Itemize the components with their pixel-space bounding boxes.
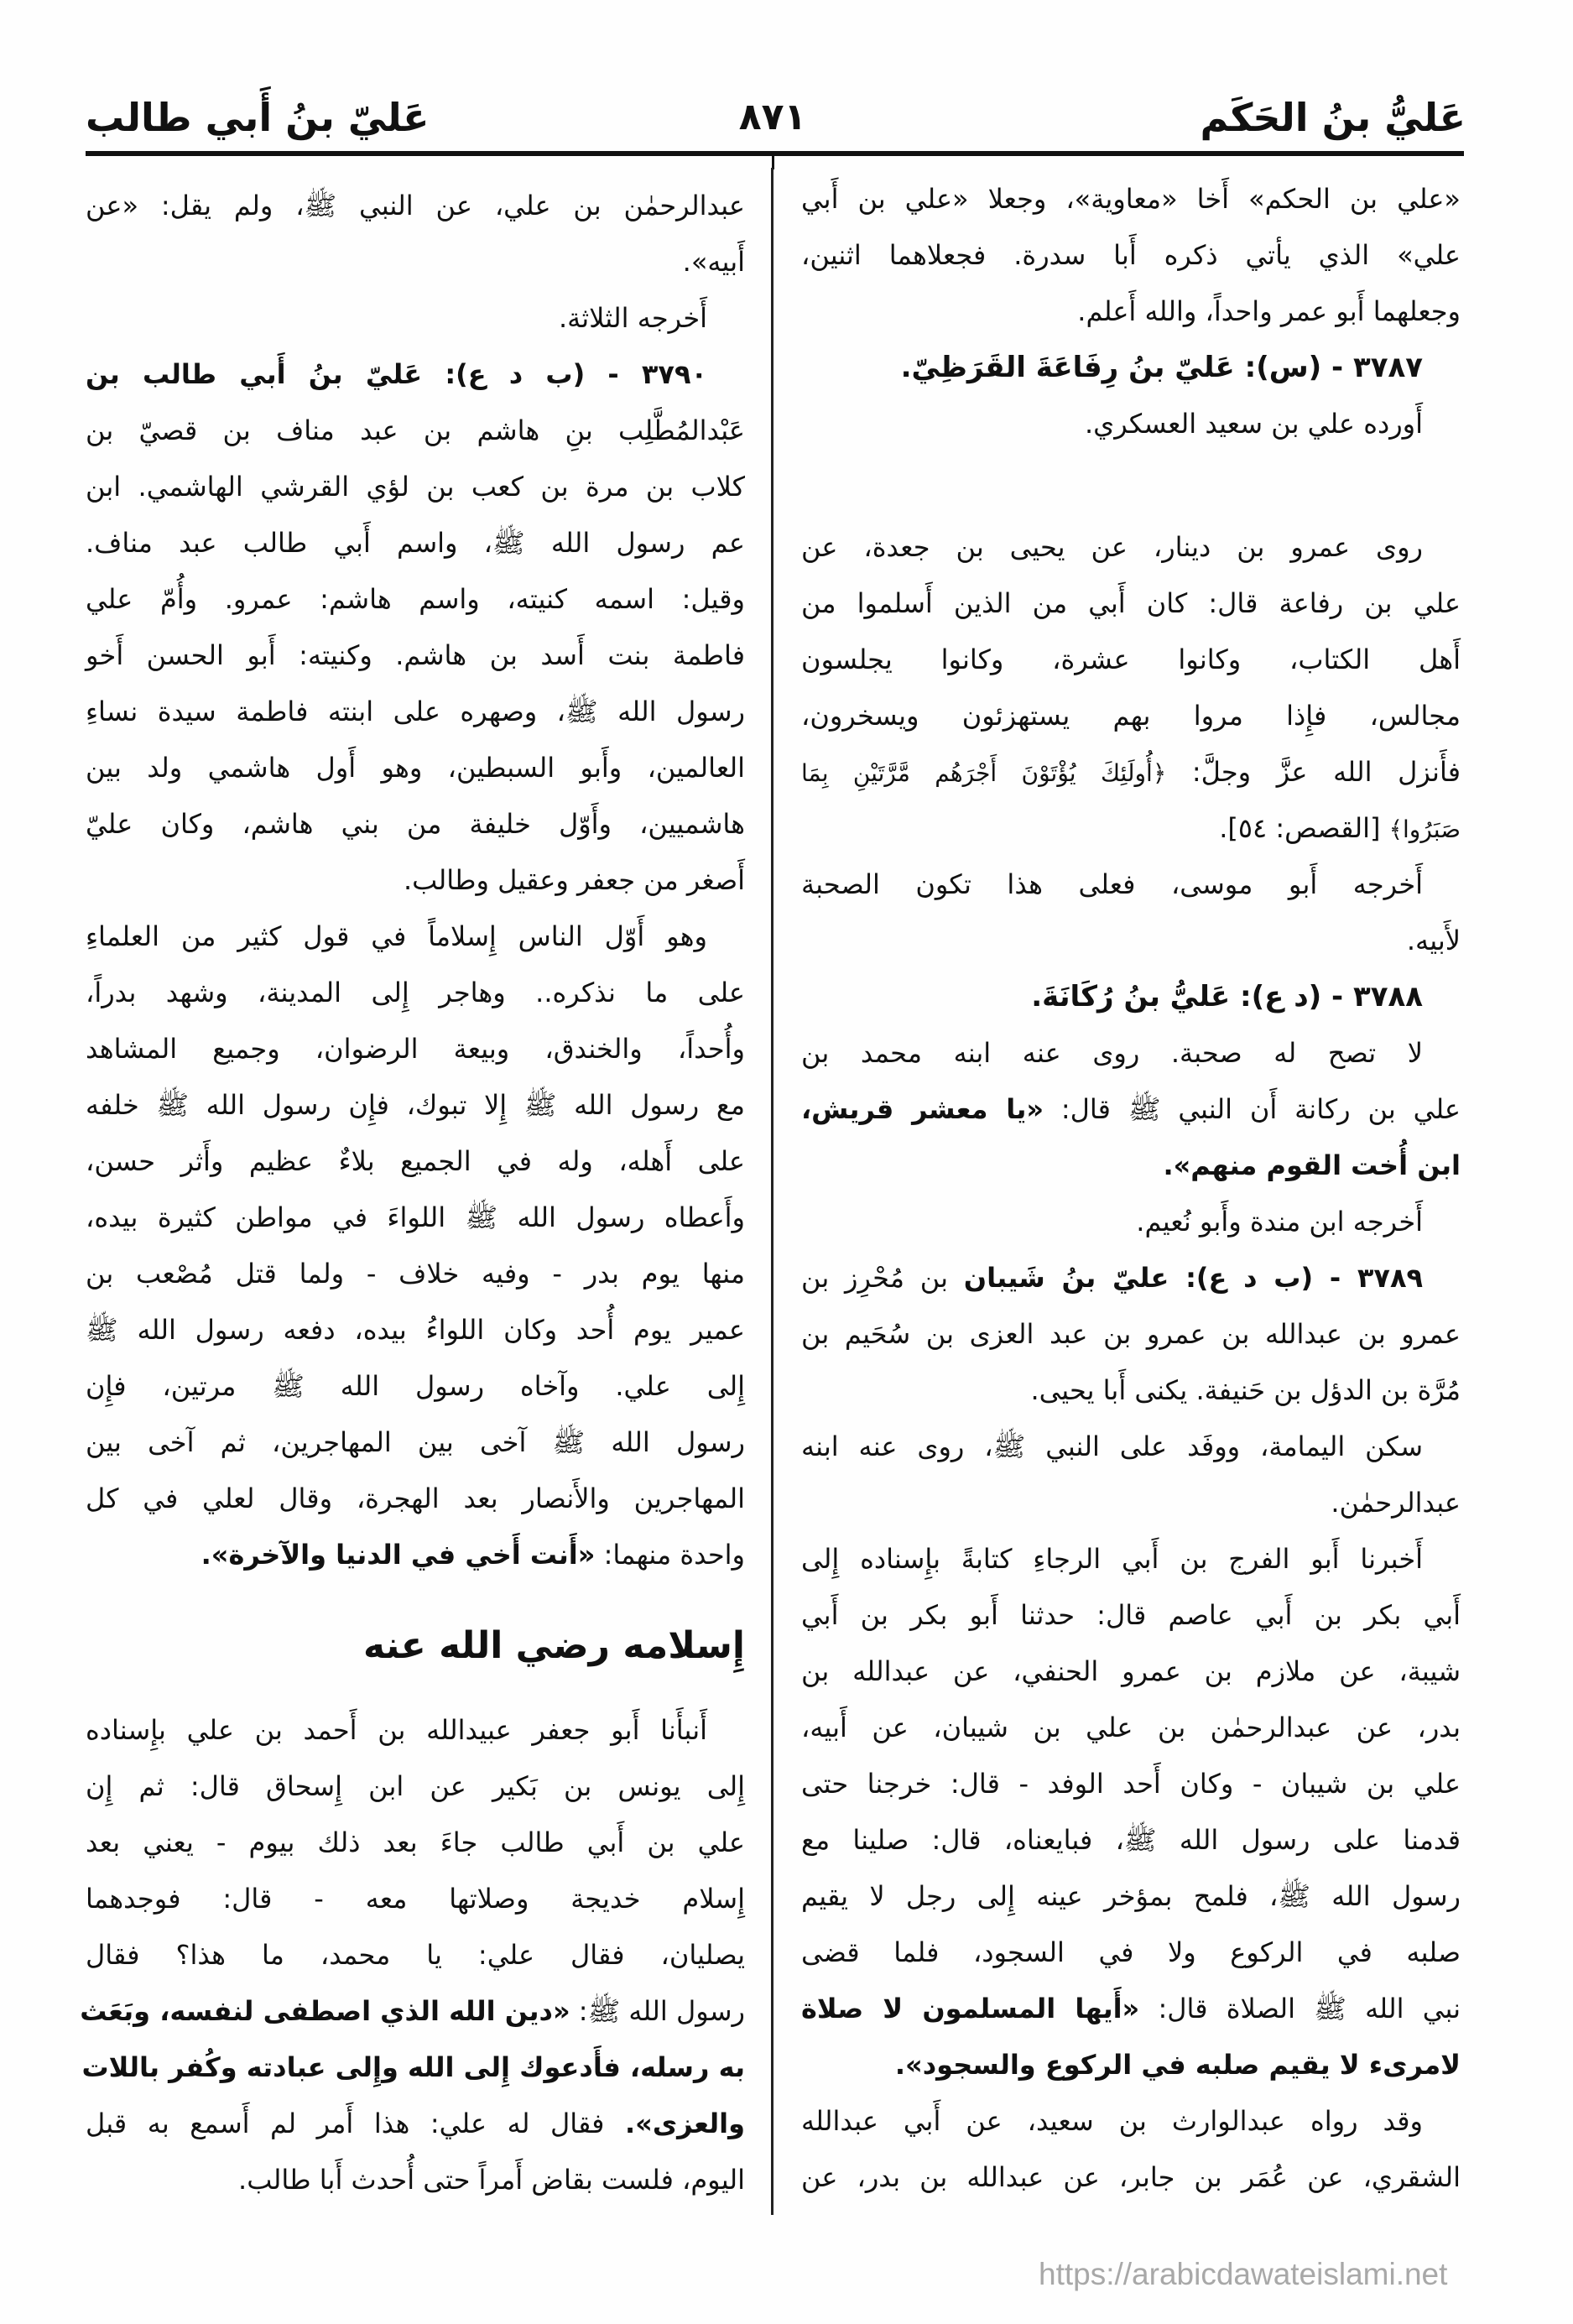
text-line — [801, 744, 1461, 800]
text-line — [801, 284, 1461, 340]
header-rule — [86, 151, 1464, 156]
text-segment: عبدالرحمٰن بن علي، عن النبي ﷺ، ولم يقل: «عن — [86, 190, 745, 221]
text-line — [86, 515, 745, 571]
text-line — [801, 171, 1461, 227]
bold-text: «دين الله الذي اصطفى لنفسه، وبَعَث — [80, 1995, 570, 2027]
text-line — [86, 796, 745, 852]
text-segment: قدمنا على رسول الله ﷺ، فبايعناه، قال: صلينا مع — [801, 1824, 1461, 1856]
text-line — [81, 2040, 745, 2096]
text-segment: بن مُحْرِز بن — [801, 1262, 964, 1294]
bold-text: والعزى». — [625, 2108, 745, 2139]
text-segment: وجعلهما أَبو عمر واحداً، والله أَعلم. — [1077, 295, 1461, 327]
text-line — [801, 576, 1461, 632]
text-segment: أَخرجه أَبو موسى، فعلى هذا تكون الصحبة — [801, 868, 1423, 900]
text-segment: رسول الله ﷺ، وصهره على ابنته فاطمة سيدة نساءِ — [86, 696, 745, 727]
text-segment: مجالس، فإِذا مروا بهم يستهزئون ويسخرون، — [801, 700, 1461, 732]
bold-text: «يا معشر قريش، — [801, 1093, 1044, 1125]
text-line — [86, 1415, 745, 1471]
text-line — [86, 1190, 745, 1246]
text-line — [86, 234, 745, 290]
text-segment: رسول الله ﷺ، فلمح بمؤخر عينه إِلى رجل لا يقيم — [801, 1880, 1461, 1912]
text-segment: إِلى علي. وآخاه رسول الله ﷺ مرتين، فإِن — [86, 1370, 745, 1402]
text-line — [86, 1702, 745, 1759]
text-segment: أَبي بكر بن أَبي عاصم قال: حدثنا أَبو بكر بن أَبي — [801, 1599, 1461, 1631]
text-segment: علي بن شيبان - وكان أَحد الوفد - قال: خرجنا حتى — [801, 1768, 1461, 1800]
text-line — [86, 1471, 745, 1527]
bold-text: ٣٧٨٨ - (د ع): عَليُّ بنُ رُكَانَةَ. — [1031, 980, 1423, 1013]
bold-text: ٣٧٨٩ - (ب د ع): عليّ بنُ شَيبان — [963, 1262, 1424, 1294]
text-line — [86, 1527, 745, 1583]
quran-verse: صَبَرُوا﴾ — [1388, 815, 1461, 843]
text-segment: على أَهله، وله في الجميع بلاءٌ عظيم وأَثر حسن، — [86, 1145, 745, 1177]
text-segment: وقيل: اسمه كنيته، واسم هاشم: عمرو. وأُمّ علي — [86, 583, 745, 615]
text-segment: شيبة، عن ملازم بن عمرو الحنفي، عن عبدالله بن — [801, 1655, 1461, 1687]
text-segment: وهو أَوّل الناس إِسلاماً في قول كثير من العلماءِ — [86, 920, 707, 952]
text-segment: أَهل الكتاب، وكانوا عشرة، وكانوا يجلسون — [801, 644, 1461, 675]
text-line — [801, 519, 1461, 576]
text-segment: فاطمة بنت أَسد بن هاشم. وكنيته: أَبو الحسن أَخو — [86, 639, 745, 671]
text-segment: كلاب بن مرة بن كعب بن لؤي القرشي الهاشمي. ابن — [86, 471, 745, 503]
text-line — [801, 1700, 1461, 1756]
text-line — [801, 1925, 1461, 1981]
text-line — [801, 1531, 1461, 1587]
text-segment: صلبه في الركوع ولا في السجود، فلما قضى — [801, 1936, 1461, 1968]
text-line — [86, 1358, 745, 1415]
bold-text: لامرىء لا يقيم صلبه في الركوع والسجود». — [894, 2049, 1461, 2081]
entry-heading — [801, 340, 1461, 396]
text-segment: عم رسول الله ﷺ، واسم أَبي طالب عبد مناف. — [86, 527, 745, 559]
text-segment: [القصص: ٥٤]. — [1219, 812, 1389, 844]
text-segment: الشقري، عن عُمَر بن جابر، عن عبدالله بن بدر، عن — [801, 2161, 1461, 2193]
text-segment: نبي الله ﷺ الصلاة قال: — [1139, 1993, 1461, 2024]
text-line — [801, 1419, 1461, 1475]
text-segment: سكن اليمامة، ووفَد على النبي ﷺ، روى عنه ابنه — [801, 1430, 1423, 1462]
text-segment: إِسلام خديجة وصلاتها معه - قال: فوجدهما — [86, 1883, 745, 1915]
text-line — [801, 1250, 1461, 1306]
left-column — [80, 178, 745, 2208]
text-segment: العالمين، وأَبو السبطين، وهو أَول هاشمي ولد بين — [86, 752, 745, 784]
text-segment: مع رسول الله ﷺ إِلا تبوك، فإِن رسول الله ﷺ خلفه — [86, 1089, 745, 1121]
text-line — [801, 1981, 1461, 2037]
page-number: ٨٧١ — [738, 96, 807, 138]
text-segment: على ما نذكره.. وهاجر إِلى المدينة، وشهد بدراً، — [86, 977, 745, 1008]
text-line — [801, 857, 1461, 913]
text-segment: لأَبيه. — [1406, 925, 1461, 956]
text-segment: عَبْدالمُطَّلِب بنِ هاشم بن عبد مناف بن قصيّ بن — [86, 414, 745, 446]
text-line — [86, 1759, 745, 1815]
text-line — [86, 290, 745, 347]
entry-heading — [801, 969, 1461, 1025]
text-line — [86, 1302, 745, 1358]
text-line — [801, 227, 1461, 284]
text-segment: روى عمرو بن دينار، عن يحيى بن جعدة، عن — [801, 531, 1423, 563]
text-segment: منها يوم بدر - وفيه خلاف - ولما قتل مُصْعب بن — [86, 1258, 745, 1290]
text-segment: هاشميين، وأَوّل خليفة من بني هاشم، وكان عليّ — [86, 808, 745, 840]
text-segment: علي» الذي يأتي ذكره أَبا سدرة. فجعلاهما اثنين، — [801, 239, 1461, 271]
text-segment: أَخرجه الثلاثة. — [558, 302, 707, 334]
watermark-url: https://arabicdawateislami.net — [1039, 2257, 1448, 2291]
text-line — [801, 1868, 1461, 1925]
text-segment: اليوم، فلست بقاض أَمراً حتى أُحدث أَبا طالب. — [238, 2164, 745, 2196]
text-line — [801, 2093, 1461, 2149]
text-segment: فأَنزل الله عزَّ وجلَّ: — [1166, 756, 1461, 788]
text-segment: وقد رواه عبدالوارث بن سعيد، عن أَبي عبدالله — [801, 2105, 1423, 2137]
text-segment: عمير يوم أُحد وكان اللواءُ بيده، دفعه رسول الله ﷺ — [86, 1314, 745, 1346]
text-line — [801, 396, 1461, 452]
text-segment: أَبيه». — [682, 246, 745, 278]
text-segment: فقال له علي: هذا أَمر لم أَسمع به قبل — [86, 2108, 625, 2139]
text-line — [801, 1025, 1461, 1081]
text-line — [86, 628, 745, 684]
text-line — [86, 1871, 745, 1927]
right-column — [801, 171, 1461, 2206]
text-line — [801, 1363, 1461, 1419]
text-line — [86, 459, 745, 515]
text-segment: وأُحداً، والخندق، وبيعة الرضوان، وجميع المشاهد — [86, 1033, 745, 1065]
text-line — [86, 684, 745, 740]
text-line — [86, 852, 745, 909]
text-segment: أَصغر من جعفر وعقيل وطالب. — [403, 864, 745, 896]
text-segment: المهاجرين والأَنصار بعد الهجرة، وقال لعلي في كل — [86, 1482, 745, 1514]
text-segment: يصليان، فقال علي: يا محمد، ما هذا؟ فقال — [86, 1939, 745, 1971]
text-line — [801, 1138, 1461, 1194]
text-segment: أَخرجه ابن مندة وأَبو نُعيم. — [1136, 1206, 1423, 1238]
column-divider — [771, 168, 773, 2215]
text-line — [86, 571, 745, 628]
text-segment: بدر، عن عبدالرحمٰن بن علي بن شيبان، عن أَبيه، — [801, 1712, 1461, 1743]
text-line — [86, 1133, 745, 1190]
text-segment: رسول الله ﷺ: — [570, 1995, 745, 2027]
text-line — [801, 2149, 1461, 2206]
text-line — [86, 1815, 745, 1871]
text-segment: عبدالرحمٰن. — [1331, 1487, 1461, 1519]
text-segment: مُرَّة بن الدؤل بن حَنيفة. يكنى أَبا يحيى. — [1030, 1374, 1461, 1406]
text-segment: أَخبرنا أَبو الفرج بن أَبي الرجاءِ كتابةً بإِسناده إِلى — [801, 1543, 1423, 1575]
text-line — [86, 403, 745, 459]
text-line — [86, 2096, 745, 2152]
text-segment: «علي بن الحكم» أَخا «معاوية»، وجعلا «علي بن أَبي — [801, 183, 1461, 215]
text-line — [801, 1306, 1461, 1363]
bold-text: ٣٧٩٠ - (ب د ع): عَليّ بنُ أَبي طالب بن — [86, 358, 707, 390]
text-segment: علي بن ركانة أَن النبي ﷺ قال: — [1044, 1093, 1461, 1125]
text-segment: عمرو بن عبدالله بن عمرو بن عبد العزى بن سُحَيم بن — [801, 1318, 1461, 1350]
text-line — [801, 2037, 1461, 2093]
bold-text: «أَيها المسلمون لا صلاة — [801, 1993, 1140, 2024]
text-line — [801, 1756, 1461, 1812]
text-segment: علي بن أَبي طالب جاءَ بعد ذلك بيوم - يعني بعد — [86, 1826, 745, 1858]
running-header-right: عَليُّ بنُ الحَكَم — [1200, 95, 1466, 140]
text-line — [801, 632, 1461, 688]
bold-text: إِسلامه رضي الله عنه — [363, 1624, 745, 1667]
text-segment: رسول الله ﷺ آخى بين المهاجرين، ثم آخى بين — [86, 1426, 745, 1458]
text-line — [801, 1081, 1461, 1138]
running-header-left: عَليّ بنُ أَبي طالب — [86, 95, 430, 140]
text-line — [801, 1812, 1461, 1868]
bold-text: به رسله، فأَدعوك إِلى الله وإِلى عبادته وكُفر باللات — [81, 2051, 745, 2083]
text-line — [86, 909, 745, 965]
text-segment: إِلى يونس بن بَكير عن ابن إِسحاق قال: ثم إِن — [86, 1770, 745, 1802]
text-segment: أَنبأَنا أَبو جعفر عبيدالله بن أَحمد بن علي بإِسناده — [86, 1714, 707, 1746]
text-line — [80, 1983, 745, 2040]
bold-text: ٣٧٨٧ - (س): عَليّ بنُ رِفَاعَةَ القَرَظِيّ. — [900, 351, 1423, 384]
text-line — [801, 1194, 1461, 1250]
text-segment: لا تصح له صحبة. روى عنه ابنه محمد بن — [801, 1037, 1423, 1069]
text-line — [801, 688, 1461, 744]
text-line — [86, 1021, 745, 1077]
bold-text: «أَنت أَخي في الدنيا والآخرة». — [201, 1539, 596, 1571]
text-line — [86, 1077, 745, 1133]
text-line — [801, 1587, 1461, 1644]
bold-text: ابن أُخت القوم منهم». — [1163, 1149, 1461, 1181]
text-segment: أَورده علي بن سعيد العسكري. — [1085, 408, 1423, 440]
text-line — [86, 1927, 745, 1983]
text-line — [86, 2152, 745, 2208]
text-line — [86, 965, 745, 1021]
text-line — [801, 1644, 1461, 1700]
text-line — [86, 347, 745, 403]
text-line — [801, 800, 1461, 857]
section-heading — [86, 1583, 745, 1702]
text-segment: علي بن رفاعة قال: كان أَبي من الذين أَسلموا من — [801, 587, 1461, 619]
text-line — [801, 1475, 1461, 1531]
text-segment: واحدة منهما: — [595, 1539, 745, 1571]
quran-verse: ﴿أُولَئِكَ يُؤْتَوْنَ أَجْرَهُم مَّرَّتَيْنِ بِمَا — [801, 759, 1167, 787]
text-line — [86, 1246, 745, 1302]
text-segment: وأَعطاه رسول الله ﷺ اللواءَ في مواطن كثيرة بيده، — [86, 1201, 745, 1233]
text-line — [86, 178, 745, 234]
text-line — [86, 740, 745, 796]
text-line — [801, 913, 1461, 969]
